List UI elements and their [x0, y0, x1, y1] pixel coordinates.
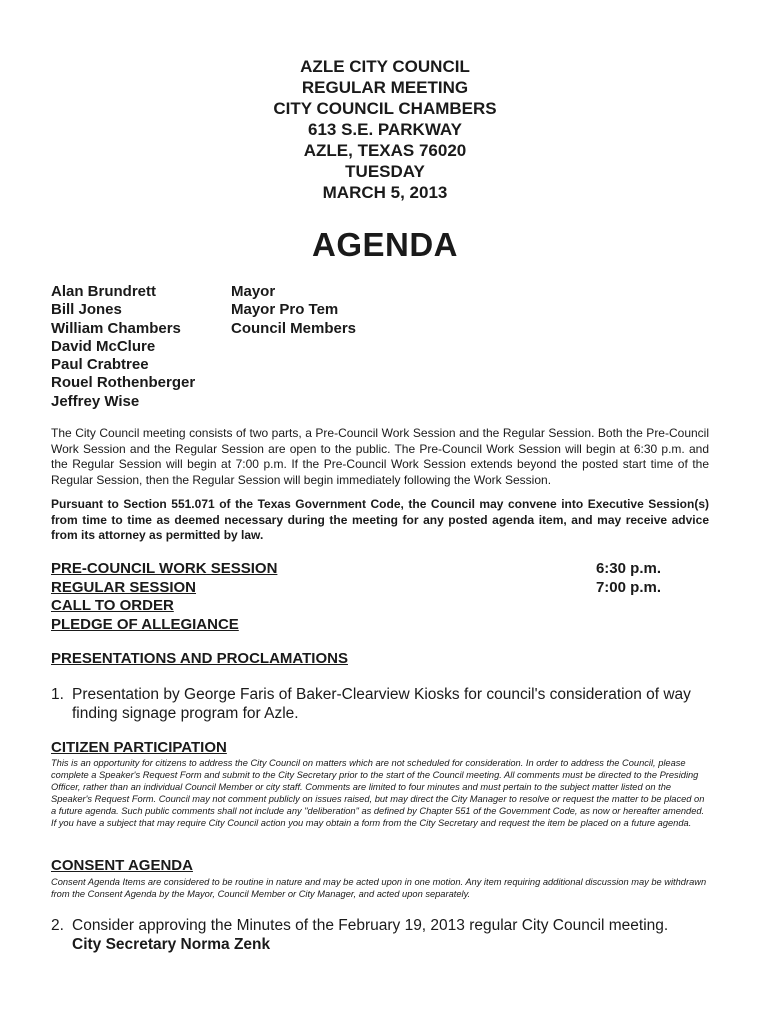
council-member-name: William Chambers	[51, 319, 181, 337]
council-member-name: Rouel Rothenberger	[51, 374, 196, 392]
meeting-header	[0, 56, 770, 203]
council-role: Council Members	[231, 319, 357, 337]
agenda-item-owner: City Secretary Norma Zenk	[72, 936, 271, 953]
council-role: Mayor	[231, 283, 276, 300]
citizen-participation-text: This is an opportunity for citizens to address the City Council on matters which are not scheduled for consideration. In order to address the Council, please complete a Speaker's Request Form and submit to the City Secretary prior to the start of the Council meeting. All comments must be directed to the Presiding Officer, rather than an individual Council Member or city staff. Comments are limited to four minutes and must pertain to the subject matter listed on the Speaker's Request Form. Council may not comment publicly on issues raised, but may direct the City Manager to resolve or request the matter to be placed on a future agenda. Such public comments shall not include any "deliberation" as defined by Chapter 551 of the Government Code, as now or hereafter amended. If you have a subject that may require City Council action you may obtain a form from the City Secretary and request the item be placed on a future agenda.	[51, 758, 705, 829]
council-member-name: David McClure	[51, 337, 156, 355]
agenda-item-text: Presentation by George Faris of Baker-Clearview Kiosks for council's consideration of way finding signage program for Azle.	[72, 686, 691, 722]
header-line: 613 S.E. PARKWAY	[307, 120, 462, 139]
council-member-name: Jeffrey Wise	[51, 392, 140, 410]
agenda-item-number: 2.	[51, 917, 64, 934]
session-row	[51, 597, 661, 616]
council-member-name: Alan Brundrett	[51, 283, 156, 300]
consent-agenda-text: Consent Agenda Items are considered to be routine in nature and may be acted upon in one motion. Any item requiring additional discussion may be withdrawn from the Consent Agenda by the Mayor, Council Member or City Manager, and acted upon separately.	[51, 877, 707, 900]
agenda-item-text: Consider approving the Minutes of the February 19, 2013 regular City Council meeting.	[72, 917, 669, 934]
council-names	[51, 283, 231, 411]
session-time: 6:30 p.m.	[595, 560, 661, 577]
session-label: REGULAR SESSION	[51, 578, 197, 596]
session-label: CALL TO ORDER	[51, 597, 174, 614]
header-line: MARCH 5, 2013	[322, 183, 448, 202]
header-line: AZLE, TEXAS 76020	[303, 141, 467, 160]
header-line: TUESDAY	[345, 162, 425, 181]
session-row	[51, 616, 661, 635]
council-member-name: Bill Jones	[51, 301, 122, 319]
consent-agenda-heading: CONSENT AGENDA	[51, 857, 193, 874]
session-label: PLEDGE OF ALLEGIANCE	[51, 615, 239, 633]
session-time: 7:00 p.m.	[595, 578, 661, 596]
header-line: REGULAR MEETING	[301, 78, 469, 97]
meeting-intro-paragraph: The City Council meeting consists of two parts, a Pre-Council Work Session and the Regular Session. Both the Pre-Council Work Session and the Regular Session are open to the public. The Pre-Council Work Session will begin at 6:30 p.m. and the Regular Session will begin at 7:00 p.m. If the Pre-Council Work Session extends beyond the posted start time of the Regular Session, then the Regular Session will begin immediately following the Work Session.	[51, 426, 709, 487]
session-label: PRE-COUNCIL WORK SESSION	[51, 560, 278, 577]
council-roles	[231, 283, 431, 338]
header-line: AZLE CITY COUNCIL	[300, 57, 470, 76]
executive-session-notice: Pursuant to Section 551.071 of the Texas Government Code, the Council may convene into Executive Session(s) from time to time as deemed necessary during the meeting for any posted agenda item, and may receive advice from its attorney as permitted by law.	[51, 497, 709, 542]
session-row	[51, 560, 661, 579]
agenda-item	[51, 916, 711, 954]
agenda-item-number: 1.	[51, 686, 64, 703]
council-member-name: Paul Crabtree	[51, 356, 149, 374]
presentations-heading: PRESENTATIONS AND PROCLAMATIONS	[51, 650, 348, 667]
agenda-item	[51, 685, 711, 723]
agenda-title: AGENDA	[311, 226, 458, 263]
council-role: Mayor Pro Tem	[231, 301, 339, 319]
header-line: CITY COUNCIL CHAMBERS	[273, 99, 497, 118]
citizen-participation-heading: CITIZEN PARTICIPATION	[51, 739, 227, 756]
session-row	[51, 579, 661, 598]
session-schedule	[51, 560, 661, 634]
